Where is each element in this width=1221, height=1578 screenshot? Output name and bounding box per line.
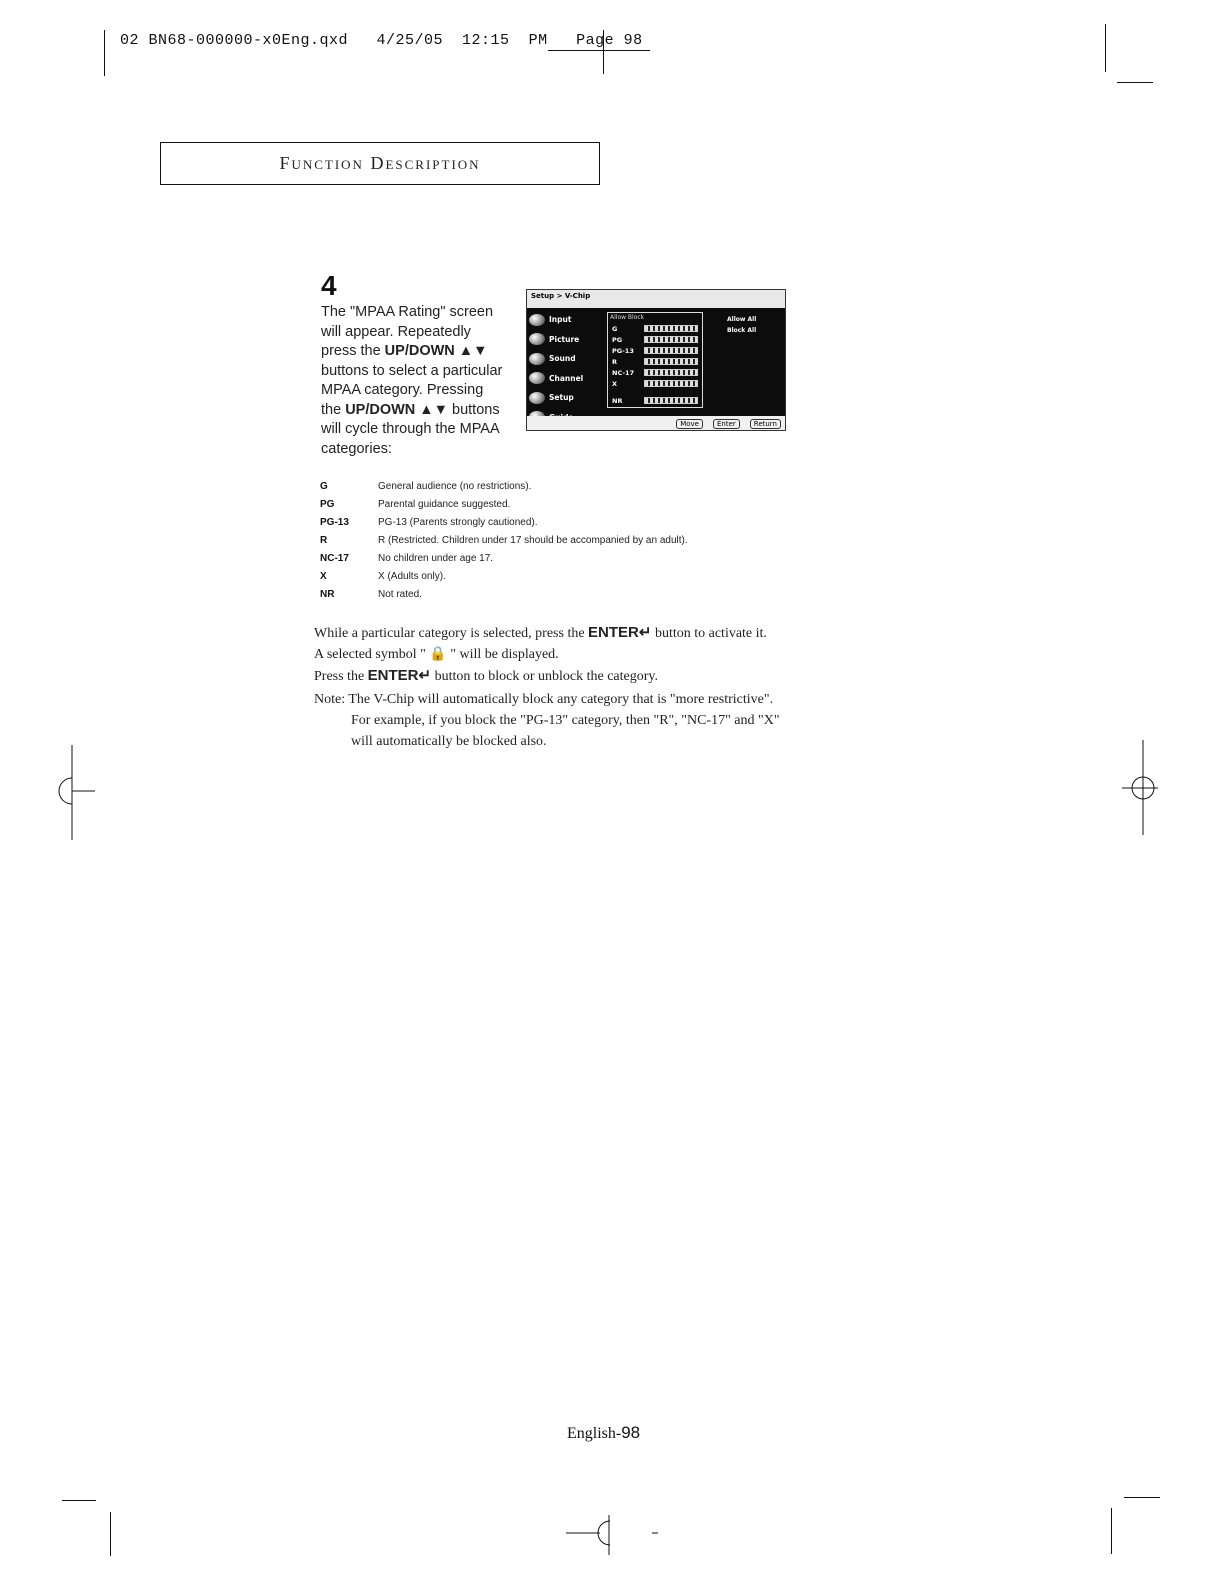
tv-menu-item: Picture bbox=[529, 330, 601, 350]
setup-icon bbox=[529, 392, 545, 404]
tv-hint-enter: Enter bbox=[713, 419, 740, 429]
tv-title: Setup > V-Chip bbox=[531, 292, 591, 300]
step-instructions bbox=[321, 303, 521, 459]
ratings-list bbox=[320, 477, 688, 603]
step-line: The "MPAA Rating" screen bbox=[321, 304, 494, 320]
step-line: will appear. Repeatedly bbox=[321, 323, 471, 340]
tv-rating-row: NC-17 bbox=[612, 369, 635, 377]
tv-rating-cells bbox=[644, 325, 698, 332]
crop-mark bbox=[1111, 1508, 1112, 1554]
list-item: X X (Adults only). bbox=[320, 570, 446, 582]
tv-menu-item: Sound bbox=[529, 349, 601, 369]
tv-rating-row: G bbox=[612, 325, 618, 333]
step-number: 4 bbox=[321, 270, 337, 301]
tv-panel-header: Allow Block bbox=[610, 314, 645, 321]
tv-menu-item: Channel bbox=[529, 369, 601, 389]
step-line: buttons to select a particular bbox=[321, 362, 503, 379]
tv-rating-cells bbox=[644, 336, 698, 343]
crop-mark bbox=[1117, 82, 1153, 83]
section-title-box bbox=[160, 142, 600, 185]
step-line: categories: bbox=[321, 440, 392, 457]
tv-rating-row: PG-13 bbox=[612, 347, 634, 355]
tv-hint-bar bbox=[527, 416, 786, 431]
note: Note: The V-Chip will automatically block any category that is "more restrictive". For example, if you block the "PG-13" category, then "R", "NC-17" and "X" will automatically be blocked also. bbox=[314, 692, 780, 749]
crop-mark bbox=[104, 30, 105, 76]
step-line: the UP/DOWN ▲▼ buttons bbox=[321, 401, 500, 418]
registration-mark-icon bbox=[560, 1515, 670, 1555]
picture-icon bbox=[529, 333, 545, 345]
tv-screen-image bbox=[526, 289, 786, 431]
step-line: press the UP/DOWN ▲▼ bbox=[321, 343, 488, 359]
tv-rating-row: NR bbox=[612, 397, 623, 405]
crop-mark bbox=[1124, 1497, 1160, 1498]
tv-menu-item: Input bbox=[529, 310, 601, 330]
tv-rating-cells bbox=[644, 358, 698, 365]
list-item: PG-13 PG-13 (Parents strongly cautioned). bbox=[320, 516, 538, 528]
tv-block-all: Block All bbox=[727, 327, 757, 334]
input-icon bbox=[529, 314, 545, 326]
crop-mark bbox=[110, 1512, 111, 1556]
tv-hint-move: Move bbox=[676, 419, 703, 429]
tv-hint-return: Return bbox=[750, 419, 781, 429]
channel-icon bbox=[529, 372, 545, 384]
registration-mark-icon bbox=[55, 745, 100, 840]
tv-rating-cells bbox=[644, 369, 698, 376]
tv-rating-row: R bbox=[612, 358, 618, 366]
step-line: MPAA category. Pressing bbox=[321, 382, 484, 398]
tv-rating-row: PG bbox=[612, 336, 623, 344]
tv-menu-item: Setup bbox=[529, 388, 601, 408]
registration-mark-icon bbox=[1120, 740, 1160, 835]
crop-mark bbox=[62, 1500, 96, 1501]
list-item: G General audience (no restrictions). bbox=[320, 480, 532, 492]
tv-rating-panel bbox=[607, 312, 703, 408]
sound-icon bbox=[529, 353, 545, 365]
crop-mark bbox=[1105, 24, 1106, 72]
print-header: 02 BN68-000000-x0Eng.qxd 4/25/05 12:15 PM Page 98 bbox=[120, 32, 643, 49]
list-item: NR Not rated. bbox=[320, 588, 422, 600]
tv-rating-row: X bbox=[612, 380, 618, 388]
tv-rating-cells bbox=[644, 347, 698, 354]
list-item: PG Parental guidance suggested. bbox=[320, 498, 511, 510]
section-title: Function Description bbox=[279, 153, 481, 173]
list-item: R R (Restricted. Children under 17 should be accompanied by an adult). bbox=[320, 534, 688, 546]
tv-rating-cells bbox=[644, 397, 698, 404]
tv-side-options bbox=[727, 314, 767, 336]
tv-menu bbox=[529, 310, 601, 427]
body-text: While a particular category is selected, press the ENTER↵ button to activate it. A selected symbol " 🔒 " will be displayed. Press the ENTER↵ button to block or unblock the category. bbox=[314, 624, 767, 684]
tv-rating-cells bbox=[644, 380, 698, 387]
step-line: will cycle through the MPAA bbox=[321, 421, 500, 437]
tv-title-bar bbox=[527, 290, 786, 308]
tv-allow-all: Allow All bbox=[727, 316, 757, 323]
crop-mark bbox=[548, 50, 650, 51]
list-item: NC-17 No children under age 17. bbox=[320, 552, 494, 564]
page-number: English-98 bbox=[567, 1423, 641, 1442]
